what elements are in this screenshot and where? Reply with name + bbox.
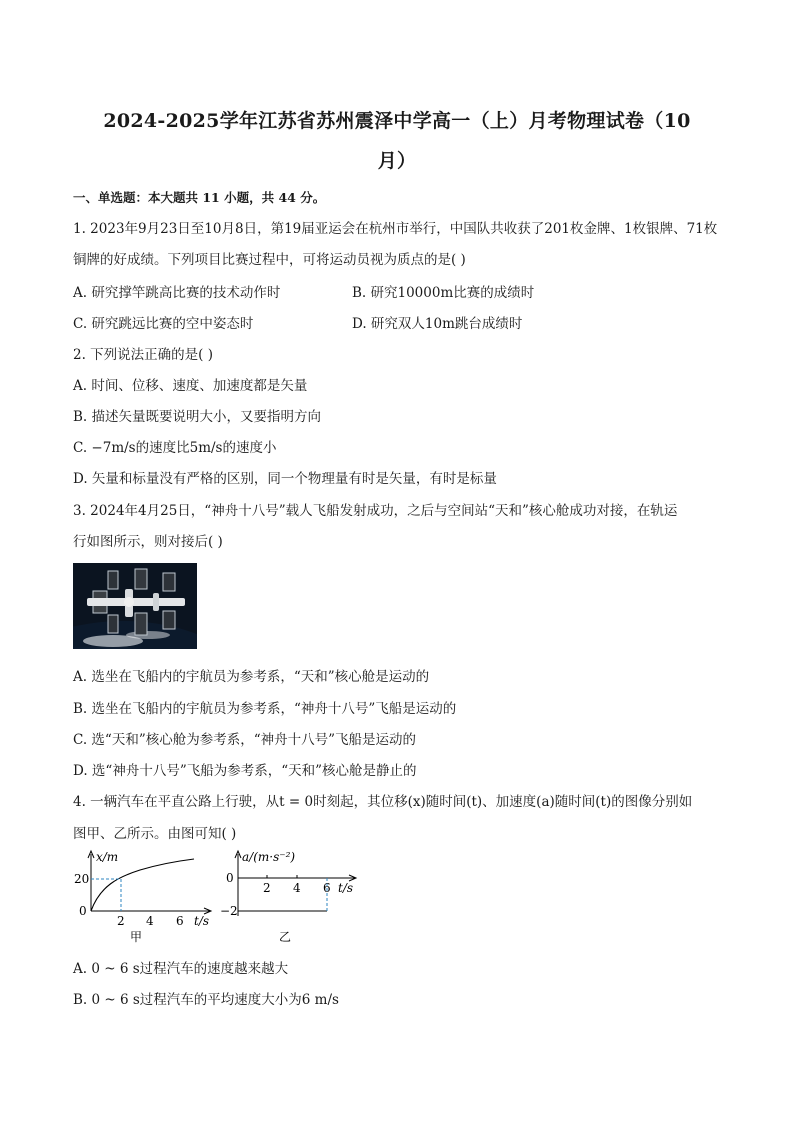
- q4-option-b: B. 0 ~ 6 s过程汽车的平均速度大小为6 m/s: [73, 992, 339, 1008]
- q3-stem-line1: 3. 2024年4月25日，“神舟十八号”载人飞船发射成功，之后与空间站“天和”核心舱成功对接，在轨运: [73, 503, 678, 519]
- q2-stem: 2. 下列说法正确的是( ): [73, 347, 213, 363]
- q1-stem-line1: 1. 2023年9月23日至10月8日，第19届亚运会在杭州市举行，中国队共收获了201枚金牌、1枚银牌、71枚: [73, 221, 718, 237]
- q4-option-a: A. 0 ~ 6 s过程汽车的速度越来越大: [73, 961, 289, 977]
- q4-stem-line1: 4. 一辆汽车在平直公路上行驶，从t = 0时刻起，其位移(x)随时间(t)、加速度(a)随时间(t)的图像分别如: [73, 794, 693, 810]
- q2-option-a: A. 时间、位移、速度、加速度都是矢量: [73, 378, 308, 394]
- yi-xtick-6: 6: [323, 881, 331, 895]
- q1-option-b: B. 研究10000m比赛的成绩时: [352, 285, 535, 301]
- exam-title-line1: 2024-2025学年江苏省苏州震泽中学高一（上）月考物理试卷（10: [103, 110, 691, 132]
- q2-option-c: C. −7m/s的速度比5m/s的速度小: [73, 440, 277, 456]
- yi-xtick-4: 4: [293, 881, 301, 895]
- yi-ylabel: a/(m·s⁻²): [242, 850, 296, 864]
- yi-ytick-neg2: −2: [220, 904, 238, 918]
- graph-yi: [220, 848, 370, 948]
- q2-option-b: B. 描述矢量既要说明大小，又要指明方向: [73, 409, 322, 425]
- space-station-photo: [73, 563, 197, 649]
- q4-stem-line2: 图甲、乙所示。由图可知( ): [73, 826, 237, 842]
- q3-stem-line2: 行如图所示，则对接后( ): [73, 534, 223, 550]
- q3-option-b: B. 选坐在飞船内的宇航员为参考系，“神舟十八号”飞船是运动的: [73, 701, 457, 717]
- q3-option-d: D. 选“神舟十八号”飞船为参考系，“天和”核心舱是静止的: [73, 763, 417, 779]
- q1-option-d: D. 研究双人10m跳台成绩时: [352, 316, 523, 332]
- jia-xlabel: t/s: [194, 914, 210, 928]
- q3-option-c: C. 选“天和”核心舱为参考系，“神舟十八号”飞船是运动的: [73, 732, 417, 748]
- jia-ytick-20: 20: [74, 872, 90, 886]
- jia-ytick-0: 0: [79, 904, 87, 918]
- q3-option-a: A. 选坐在飞船内的宇航员为参考系，“天和”核心舱是运动的: [73, 669, 430, 685]
- graph-jia: [70, 848, 220, 948]
- jia-ylabel: x/m: [96, 850, 119, 864]
- q1-option-c: C. 研究跳远比赛的空中姿态时: [73, 316, 254, 332]
- yi-xlabel: t/s: [338, 881, 354, 895]
- yi-caption: 乙: [279, 930, 292, 944]
- q1-stem-line2: 铜牌的好成绩。下列项目比赛过程中，可将运动员视为质点的是( ): [73, 252, 466, 268]
- jia-xtick-2: 2: [117, 914, 125, 928]
- jia-caption: 甲: [130, 930, 143, 944]
- exam-title-line2: 月）: [377, 150, 417, 172]
- q2-option-d: D. 矢量和标量没有严格的区别，同一个物理量有时是矢量，有时是标量: [73, 471, 497, 487]
- section-heading: 一、单选题：本大题共 11 小题，共 44 分。: [73, 190, 326, 205]
- q1-option-a: A. 研究撑竿跳高比赛的技术动作时: [73, 285, 281, 301]
- jia-xtick-6: 6: [176, 914, 184, 928]
- yi-xtick-2: 2: [263, 881, 271, 895]
- jia-xtick-4: 4: [146, 914, 154, 928]
- yi-ytick-0: 0: [226, 871, 234, 885]
